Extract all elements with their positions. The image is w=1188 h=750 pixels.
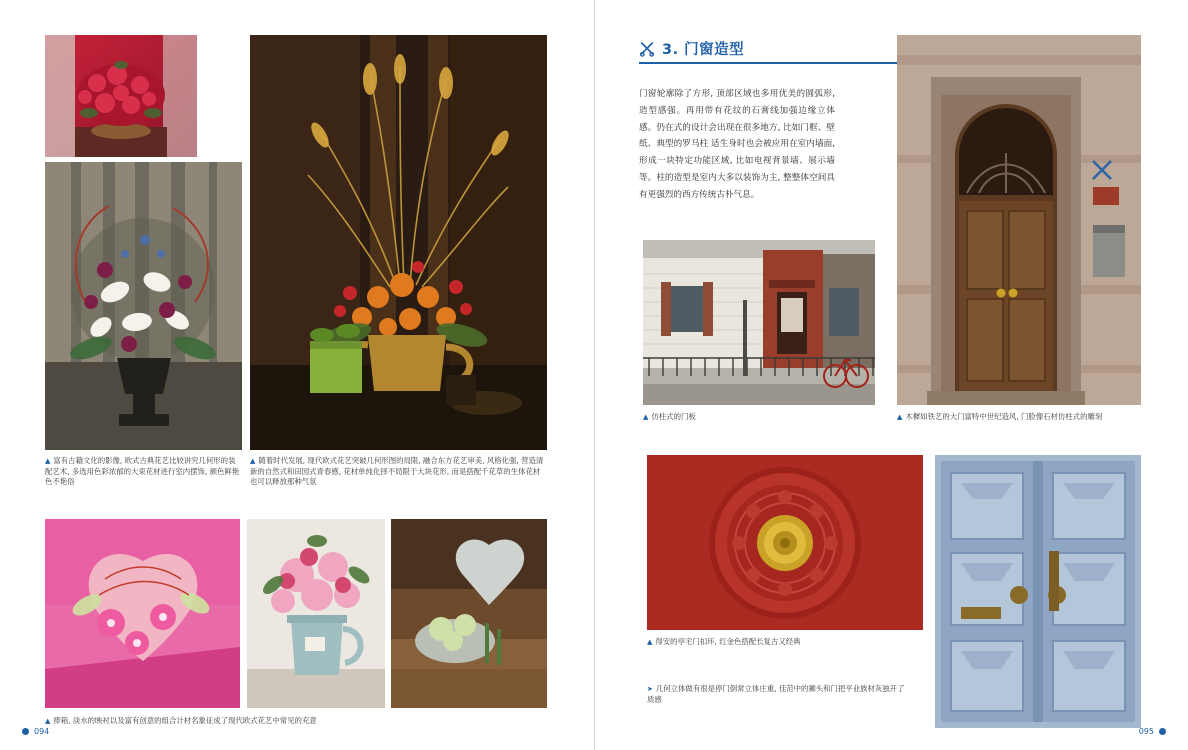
- section-body-text: 门窗轮廓除了方形, 顶部区域也多用优美的圆弧形, 造型感强。再用带有花纹的石膏线加强边缘立体感。仍在式的设计会出现在很多地方, 比如门框、壁纸、典型的罗马柱 适生身时也会被应用在室内墙面, 形成一块特定功能区域, 比如电视背景墙、展示墙等。柱的造型是室内大多以装饰为主, 整整体空间具有更强烈的西方传统古朴气息。: [639, 89, 835, 200]
- caption-marker-icon: ▲: [643, 413, 649, 421]
- caption-red-door-knocker: [647, 637, 923, 648]
- scissors-flower-icon: [639, 41, 655, 57]
- photo-arched-wooden-door-with-iron-grille: [897, 35, 1141, 405]
- caption-text: 随着时代发展, 现代欧式花艺突破几何形图的局限, 融合东方花艺审美, 风格化强, 营造清新的自然式和田园式青春感, 花材单纯化择不局限于大块花形, 而是搭配千花草的生体花材也可以释放那种气氛: [250, 456, 544, 487]
- photo-pink-peony-carnation-watering-can: [247, 519, 385, 708]
- caption-marker-arrow-icon: ➤: [647, 685, 653, 693]
- caption-marker-icon: ▲: [897, 413, 903, 421]
- caption-marker-icon: ▲: [250, 457, 256, 465]
- caption-text: 木樨如铁艺的大门富特中世纪造风, 门脸像石材仿柱式的雕刻: [905, 412, 1103, 421]
- photo-red-carved-door-with-brass-knocker: [647, 455, 923, 630]
- photo-blue-panelled-double-door: [935, 455, 1141, 728]
- folio-dot-icon: [1159, 728, 1166, 735]
- photo-autumn-dried-grass-copper-kettle-arrangement: [250, 35, 547, 450]
- photo-american-townhouse-facade-with-bicycle: [643, 240, 875, 405]
- photo-classical-white-lily-urn-arrangement: [45, 162, 242, 450]
- section-title: 3. 门窗造型: [662, 42, 745, 58]
- caption-blue-door: [647, 684, 909, 705]
- caption-text: 仿柱式的门板: [651, 412, 696, 421]
- photo-pink-anthurium-heart-bouquet: [45, 519, 240, 708]
- caption-classical-urn: [45, 456, 241, 488]
- caption-bottom-row: [45, 716, 515, 727]
- folio-number: 094: [34, 727, 50, 736]
- caption-text: 几何立体做有很是停门倒常立体庄重, 佳范中的狮头和门把平业族材灰独开了质感: [647, 684, 905, 704]
- caption-townhouse: [643, 412, 875, 423]
- caption-marker-icon: ▲: [647, 638, 653, 646]
- caption-text: 捧箱, 淡水的映衬以及富有创意的组合计材名象征成了现代欧式花艺中常见的充意: [53, 716, 317, 725]
- caption-text: 得安的亭宅门扣环, 红金色搭配长复古又经典: [655, 637, 801, 646]
- caption-marker-icon: ▲: [45, 717, 51, 725]
- photo-heart-shaped-stone-with-succulent-bowl: [391, 519, 547, 708]
- folio-left: [22, 727, 49, 736]
- caption-autumn-arrangement: [250, 456, 547, 488]
- folio-dot-icon: [22, 728, 29, 735]
- caption-arched-door: [897, 412, 1141, 423]
- folio-number: 095: [1138, 727, 1154, 736]
- photo-red-rose-arrangement-on-pedestal: [45, 35, 197, 157]
- right-page: [594, 0, 1188, 750]
- caption-text: 富有古籍文化的影像, 欧式古典花艺比较讲究几何形的装配艺术, 多选用色彩浓郁的大束花材进行室内摆饰, 颜色鲜艳色不艳俗: [45, 456, 240, 487]
- caption-marker-icon: ▲: [45, 457, 51, 465]
- folio-right: [1139, 727, 1166, 736]
